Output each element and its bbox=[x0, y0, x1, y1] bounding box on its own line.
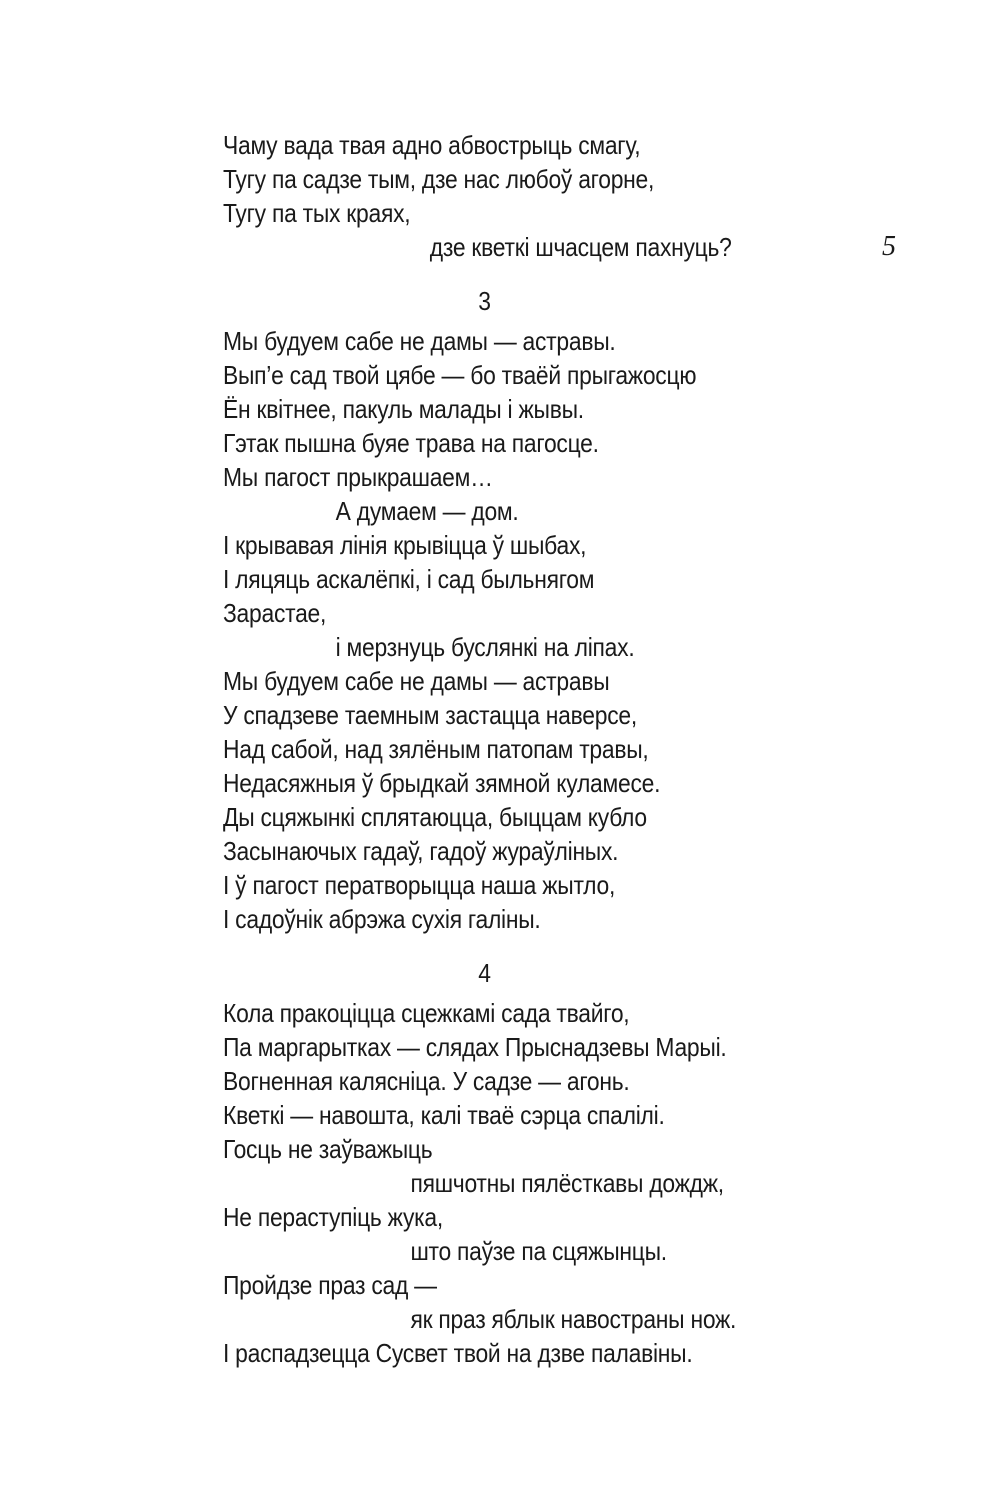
verse-line: Мы будуем сабе не дамы — астравы bbox=[223, 666, 610, 696]
verse-line: Кветкі — навошта, калі тваё сэрца спалілі. bbox=[223, 1100, 665, 1130]
verse-line: Ён квітнее, пакуль малады і жывы. bbox=[223, 394, 584, 424]
section-4-stanza bbox=[223, 996, 786, 1370]
verse-line: Па маргарытках — слядах Прыснадзевы Марыі. bbox=[223, 1032, 727, 1062]
stanza-top bbox=[223, 128, 786, 264]
verse-line: Вогненная калясніца. У садзе — агонь. bbox=[223, 1066, 630, 1096]
section-3-stanza bbox=[223, 324, 786, 936]
verse-line-indented: А думаем — дом. bbox=[335, 496, 519, 526]
verse-line-indented: дзе кветкі шчасцем пахнуць? bbox=[429, 232, 732, 262]
verse-line: Кола пракоціцца сцежкамі сада твайго, bbox=[223, 998, 630, 1028]
verse-line: Госць не заўважыць bbox=[223, 1134, 433, 1164]
verse-line: У спадзеве таемным застацца наверсе, bbox=[223, 700, 637, 730]
verse-line: І ў пагост ператворыцца наша жытло, bbox=[223, 870, 616, 900]
verse-line-indented: што паўзе па сцяжынцы. bbox=[410, 1236, 667, 1266]
verse-line: Недасяжныя ў брыдкай зямной куламесе. bbox=[223, 768, 661, 798]
verse-line-indented: пяшчотны пялёсткавы дождж, bbox=[410, 1168, 724, 1198]
verse-line: Засынаючых гадаў, гадоў жураўліных. bbox=[223, 836, 619, 866]
verse-line-indented: і мерзнуць буслянкі на ліпах. bbox=[335, 632, 635, 662]
verse-line: Вып’е сад твой цябе — бо тваёй прыгажосцю bbox=[223, 360, 697, 390]
verse-line: Ды сцяжынкі сплятаюцца, быццам кубло bbox=[223, 802, 647, 832]
verse-line: І распадзецца Сусвет твой на дзве палавіны. bbox=[223, 1338, 693, 1368]
section-number-3: 3 bbox=[478, 286, 491, 316]
verse-line: Зарастае, bbox=[223, 598, 327, 628]
verse-line: Мы будуем сабе не дамы — астравы. bbox=[223, 326, 616, 356]
section-number-4: 4 bbox=[478, 958, 491, 988]
verse-line: Гэтак пышна буяе трава на пагосце. bbox=[223, 428, 599, 458]
verse-line: Не пераступіць жука, bbox=[223, 1202, 443, 1232]
poem-text bbox=[223, 128, 786, 1370]
margin-line-number: 5 bbox=[882, 231, 896, 262]
verse-line: І садоўнік абрэжа сухія галіны. bbox=[223, 904, 541, 934]
verse-line: І ляцяць аскалёпкі, і сад быльнягом bbox=[223, 564, 595, 594]
verse-line: Тугу па садзе тым, дзе нас любоў агорне, bbox=[223, 164, 655, 194]
verse-line: Тугу па тых краях, bbox=[223, 198, 411, 228]
verse-line-indented: як праз яблык навостраны нож. bbox=[410, 1304, 737, 1334]
verse-line: Пройдзе праз сад — bbox=[223, 1270, 437, 1300]
verse-line: Чаму вада твая адно абвострыць смагу, bbox=[223, 130, 641, 160]
verse-line: І крывавая лінія крывіцца ў шыбах, bbox=[223, 530, 587, 560]
verse-line: Над сабой, над зялёным патопам травы, bbox=[223, 734, 649, 764]
verse-line: Мы пагост прыкрашаем… bbox=[223, 462, 493, 492]
